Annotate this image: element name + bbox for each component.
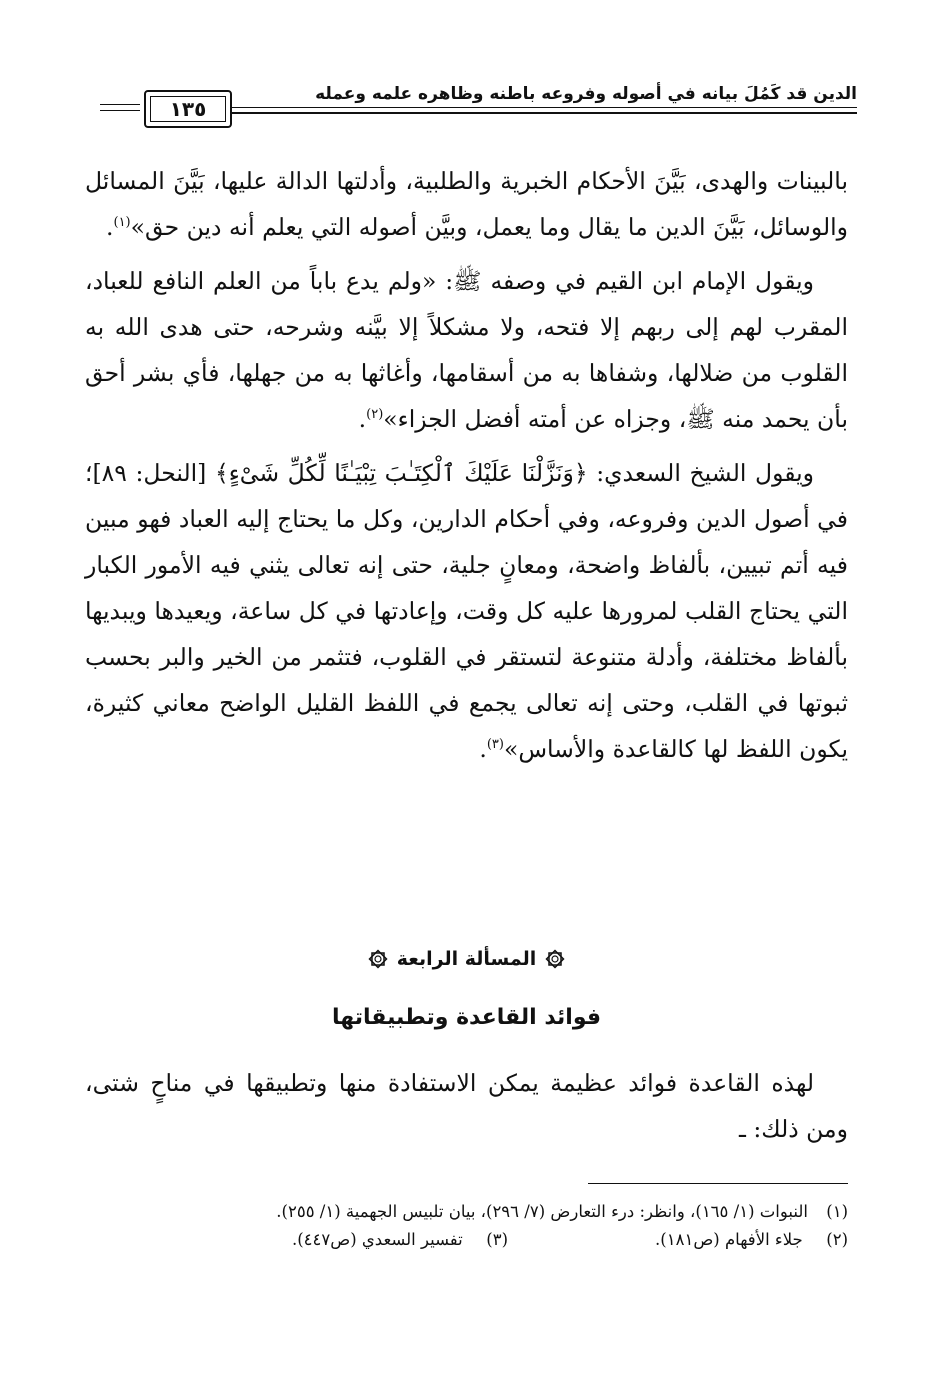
footnote (85, 1198, 848, 1226)
paragraph-text: [النحل: ٨٩]؛ في أصول الدين وفروعه، وفي أحكام الدارين، وكل ما يحتاج إليه العباد فهو مبين فيه أتم تبيين، بألفاظ واضحة، ومعانٍ جلية، حتى إنه تعالى يثني فيه الأمور الكبار التي يحتاج القلب لمرورها عليه كل وقت، وإعادتها في كل ساعة، ويعيدها ويبديها بألفاظ مختلفة، وأدلة متنوعة لتستقر في القلوب، فتثمر من الخير والبر بحسب ثبوتها في القلب، وحتى إنه تعالى يجمع في اللفظ القليل الواضح معاني كثيرة، يكون اللفظ لها كالقاعدة والأساس» (85, 459, 848, 763)
footnote-text: النبوات (١/ ١٦٥)، وانظر: درء التعارض (٧/ ٢٩٦)، بيان تلبيس الجهمية (١/ ٢٥٥). (276, 1202, 808, 1221)
header-rule-left (100, 104, 140, 105)
octagram-ornament-icon (367, 948, 389, 970)
running-header (100, 80, 857, 130)
page-number-frame (144, 90, 232, 128)
footnote-text: جلاء الأفهام (ص١٨١). (655, 1230, 803, 1249)
section-label (0, 948, 933, 970)
header-rule (230, 107, 857, 108)
paragraph-text: ويقول الشيخ السعدي: (587, 459, 814, 487)
footnote-number: (٢) (826, 1230, 848, 1249)
page-number: ١٣٥ (150, 96, 226, 122)
header-rule-left (100, 110, 140, 111)
quran-verse: ﴿وَنَزَّلْنَا عَلَيْكَ ٱلْكِتَـٰبَ تِبْيَـٰنًا لِّكُلِّ شَىْءٍ﴾ (214, 459, 588, 487)
paragraph: ويقول الإمام ابن القيم في وصفه ﷺ: «ولم يدع باباً من العلم النافع للعباد، المقرب لهم إلى ربهم إلا فتحه، ولا مشكلاً إلا بيَّنه وشرحه، حتى هدى الله به القلوب من ضلالها، وشفاها به من أسقامها، وأغاثها به من جهلها، فأي بشر أحق بأن يحمد منه ﷺ، وجزاه عن أمته أفضل الجزاء»$^{(٢)}$. (85, 267, 848, 433)
footnote (292, 1226, 508, 1254)
footnote-number: (١) (826, 1202, 848, 1221)
paragraph (85, 1060, 848, 1152)
footnote-ref[interactable]: (١) (113, 215, 131, 231)
footnote-divider (588, 1183, 848, 1184)
header-rule-thick (230, 112, 857, 114)
section-label-text: المسألة الرابعة (396, 948, 537, 970)
section-intro (85, 1060, 848, 1152)
paragraph-text: ويقول الإمام ابن القيم في وصفه ﷺ: «ولم يدع باباً من العلم النافع للعباد، المقرب لهم إلى ربهم إلا فتحه، ولا مشكلاً إلا بيَّنه وشرحه، حتى هدى الله به القلوب من ضلالها، وشفاها به من أسقامها، وأغاثها به من جهلها، فأي بشر أحق بأن يحمد منه ﷺ، وجزاه عن أمته أفضل الجزاء» (85, 267, 848, 433)
octagram-ornament-icon (544, 948, 566, 970)
footnote-number: (٣) (486, 1230, 508, 1249)
main-text (85, 158, 848, 772)
footnote-text: تفسير السعدي (ص٤٤٧). (291, 1230, 463, 1249)
header-title: الدين قد كَمُلَ بيانه في أصوله وفروعه باطنه وظاهره علمه وعمله (315, 84, 857, 104)
paragraph-text: بالبينات والهدى، بَيَّنَ الأحكام الخبرية والطلبية، وأدلتها الدالة عليها، بَيَّنَ المسائل والوسائل، بَيَّنَ الدين ما يقال وما يعمل، وبيَّن أصوله التي يعلم أنه دين حق» (85, 167, 848, 241)
section-title: فوائد القاعدة وتطبيقاتها (331, 1005, 602, 1030)
footnote-ref[interactable]: (٢) (366, 407, 384, 423)
paragraph-text: لهذه القاعدة فوائد عظيمة يمكن الاستفادة منها وتطبيقها في مناحٍ شتى، ومن ذلك: ـ (85, 1069, 848, 1143)
footnote-line (85, 1226, 848, 1254)
footnotes (85, 1198, 848, 1254)
paragraph: ويقول الشيخ السعدي: ﴿وَنَزَّلْنَا عَلَيْكَ ٱلْكِتَـٰبَ تِبْيَـٰنًا لِّكُلِّ شَىْءٍ﴾ [النحل: ٨٩]؛ في أصول الدين وفروعه، وفي أحكام الدارين، وكل ما يحتاج إليه العباد فهو مبين فيه أتم تبيين، بألفاظ واضحة، ومعانٍ جلية، حتى إنه تعالى يثني فيه الأمور الكبار التي يحتاج القلب لمرورها عليه كل وقت، وإعادتها في كل ساعة، ويعيدها ويبديها بألفاظ مختلفة، وأدلة متنوعة لتستقر في القلوب، فتثمر من الخير والبر بحسب ثبوتها في القلب، وحتى إنه تعالى يجمع في اللفظ القليل الواضح معاني كثيرة، يكون اللفظ لها كالقاعدة والأساس»$^{(٣)}$. (85, 459, 848, 763)
footnote-ref[interactable]: (٣) (486, 737, 504, 753)
paragraph: بالبينات والهدى، بَيَّنَ الأحكام الخبرية والطلبية، وأدلتها الدالة عليها، بَيَّنَ المسائل والوسائل، بَيَّنَ الدين ما يقال وما يعمل، وبيَّن أصوله التي يعلم أنه دين حق»$^{(١)}$. (85, 167, 848, 241)
footnote (508, 1226, 848, 1254)
